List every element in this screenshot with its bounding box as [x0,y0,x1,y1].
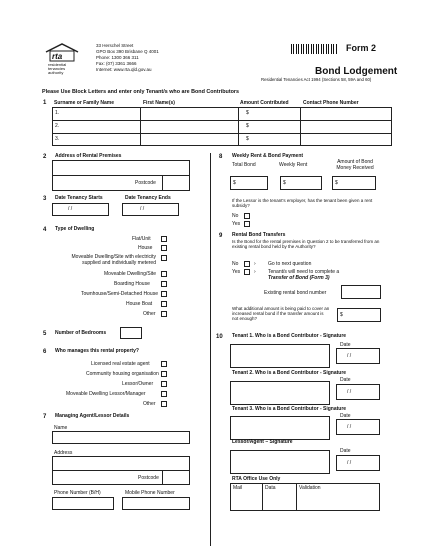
dwelling-boarding: Boarding House [114,281,150,287]
lessor-signature-field[interactable] [230,450,330,474]
table-row-3[interactable]: 3. [55,136,60,142]
tenant1-signature-label: Tenant 1. Who is a Bond Contributor - Signature [232,333,347,339]
employer-yes-label: Yes [232,221,241,227]
manager-other-checkbox[interactable] [161,401,167,407]
form-title: Bond Lodgement [315,66,398,77]
transfer-question: Is the Bond for the rental premises in Question 2 to be transferred from an existing rental bond held by the Authority? [232,239,380,250]
bond-received-field[interactable] [332,176,376,190]
section-4-number: 4 [43,227,47,233]
dwelling-house-checkbox[interactable] [161,245,167,251]
section-10-number: 10 [216,334,223,340]
need-complete-text: Tenant/s will need to complete a [268,269,340,275]
dwelling-flat: Flat/Unit [132,236,151,242]
logo-caption-1: residential [48,62,67,67]
manager-title: Who manages this rental property? [55,348,139,354]
dwelling-townhouse: Townhouse/Semi-Detached House [81,291,158,297]
section-6-number: 6 [43,349,47,355]
rta-logo [44,42,80,78]
dwelling-moveable-checkbox[interactable] [161,271,167,277]
tenant2-date-field[interactable] [336,384,380,400]
weekly-rent-label: Weekly Rent [279,162,308,168]
bedrooms-label: Number of Bedrooms [55,330,107,336]
section-1-number: 1 [43,100,47,106]
table-row-2[interactable]: 2. [55,123,60,129]
tenant3-date-sep: / / [347,424,352,430]
tenant2-date-sep: / / [347,389,352,395]
end-date-sep: / / [140,206,145,212]
lessor-date-label: Date [340,448,351,454]
office-col-data: Data [265,485,276,491]
arrow-right-icon-2: › [254,269,256,275]
rent-bond-title: Weekly Rent & Bond Payment [232,153,304,159]
agent-phone-label: Phone Number (B/H) [54,490,101,496]
amount-currency-1: $ [246,110,249,116]
lessor-date-sep: / / [347,460,352,466]
bond-received-currency: $ [335,180,338,186]
additional-amount-question: What additional amount is being paid to cover an increased rental bond if the transfer amount is not enough? [232,306,330,322]
manager-community-checkbox[interactable] [161,371,167,377]
agent-mobile-label: Mobile Phone Number [125,490,175,496]
dwelling-houseboat: House Boat [126,301,153,307]
rental-address-label: Address of Rental Premises [55,153,122,159]
tenant3-date-label: Date [340,413,351,419]
logo-letters: rta [52,52,63,61]
bedrooms-field[interactable] [120,327,142,339]
transfer-no-checkbox[interactable] [244,261,250,267]
lessor-date-field[interactable] [336,455,380,471]
dwelling-moveable-metered: Moveable Dwelling/Site with electricity supplied and individually metered [71,254,156,266]
instruction: Please Use Block Letters and enter only Tenant/s who are Bond Contributors [42,89,239,95]
dwelling-house: House [138,245,153,251]
logo-caption-3: authority [48,70,64,75]
manager-agent-checkbox[interactable] [161,361,167,367]
tenant3-date-field[interactable] [336,419,380,435]
form-number: Form 2 [346,43,377,53]
table-row-1[interactable]: 1. [55,110,60,116]
end-date-label: Date Tenancy Ends [125,195,171,201]
total-bond-label: Total Bond [232,162,256,168]
dwelling-title: Type of Dwelling [55,226,95,232]
agent-name-label: Name [54,425,68,431]
transfer-no-label: No [232,261,239,267]
col-first-name: First Name(s) [143,100,175,106]
agent-address-label: Address [54,450,73,456]
col-amount: Amount Contributed [240,100,289,106]
employer-yes-checkbox[interactable] [244,221,250,227]
manager-moveable: Moveable Dwelling Lessor/Manager [66,391,146,397]
section-5-number: 5 [43,331,47,337]
manager-lessor-checkbox[interactable] [161,381,167,387]
go-next-text: Go to next question [268,261,312,267]
office-use-label: RTA Office Use Only [232,476,281,482]
transfer-yes-checkbox[interactable] [244,269,250,275]
act-reference: Residential Tenancies Act 1994 (Sections 58, 59A and 60) [261,77,372,82]
dwelling-townhouse-checkbox[interactable] [161,291,167,297]
employer-no-checkbox[interactable] [244,213,250,219]
dwelling-boarding-checkbox[interactable] [161,281,167,287]
section-9-number: 9 [219,233,223,239]
address-line-4: Fax: (07) 3361 3666 [96,61,137,66]
employer-no-label: No [232,213,239,219]
section-8-number: 8 [219,154,223,160]
address-line-3: Phone: 1300 366 311 [96,55,139,60]
manager-community: Community housing organisation [86,371,159,377]
logo-caption-2: tenancies [48,66,66,71]
col-surname: Surname or Family Name [54,100,115,106]
office-col-mail: Mail [233,485,243,491]
lessor-signature-label: Lessor/Agent – Signature [232,439,293,445]
dwelling-other-checkbox[interactable] [161,311,167,317]
start-date-label: Date Tenancy Starts [55,195,103,201]
weekly-rent-field[interactable] [280,176,322,190]
employer-question: If the Lessor is the tenant's employer, has the tenant been given a rent subsidy? [232,198,373,209]
column-divider [210,153,211,546]
bond-received-label: Amount of Bond Money Received [336,159,374,171]
address-line-5: Internet: www.rta.qld.gov.au [96,67,152,72]
existing-bond-field[interactable] [341,285,381,299]
tenant1-date-label: Date [340,342,351,348]
existing-bond-label: Existing rental bond number [264,290,327,296]
dwelling-other: Other [143,311,156,317]
tenant1-date-field[interactable] [336,348,380,364]
tenant-table [52,107,392,146]
tenant1-signature-field[interactable] [230,344,330,368]
manager-lessor: Lessor/Owner [122,381,154,387]
section-2-number: 2 [43,154,47,160]
postcode-label: Postcode [135,180,156,186]
amount-currency-3: $ [246,136,249,142]
additional-amount-field[interactable] [337,308,381,322]
barcode [291,44,337,54]
manager-moveable-checkbox[interactable] [161,391,167,397]
end-date-field[interactable] [122,203,179,216]
dwelling-houseboat-checkbox[interactable] [161,301,167,307]
dwelling-moveable: Moveable Dwelling/Site [104,271,156,277]
agent-details-title: Managing Agent/Lessor Details [55,413,130,419]
office-col-validation: Validation [299,485,321,491]
start-date-sep: / / [68,206,73,212]
agent-postcode-label: Postcode [138,475,159,481]
address-line-1: 33 Herschel Street [96,43,134,48]
agent-name-field[interactable] [52,431,190,444]
tenant2-date-label: Date [340,377,351,383]
total-bond-currency: $ [233,180,236,186]
manager-agent: Licensed real estate agent [91,361,150,367]
section-7-number: 7 [43,414,47,420]
transfer-title: Rental Bond Transfers [232,232,286,238]
additional-currency: $ [340,312,343,318]
amount-currency-2: $ [246,123,249,129]
agent-phone-field[interactable] [52,497,114,510]
tenant3-signature-field[interactable] [230,416,330,440]
weekly-rent-currency: $ [283,180,286,186]
transfer-yes-label: Yes [232,269,241,275]
agent-mobile-field[interactable] [122,497,190,510]
dwelling-flat-checkbox[interactable] [161,236,167,242]
dwelling-moveable-metered-checkbox[interactable] [161,255,167,261]
address-line-2: GPO Box 390 Brisbane Q 4001 [96,49,159,54]
transfer-form-text: Transfer of Bond (Form 3) [268,275,330,281]
tenant3-signature-label: Tenant 3. Who is a Bond Contributor - Signature [232,406,347,412]
section-3-number: 3 [43,196,47,202]
tenant1-date-sep: / / [347,353,352,359]
col-phone: Contact Phone Number [303,100,359,106]
manager-other: Other [143,401,156,407]
tenant2-signature-label: Tenant 2. Who is a Bond Contributor - Signature [232,370,347,376]
arrow-right-icon-1: › [254,261,256,267]
start-date-field[interactable] [52,203,109,216]
tenant2-signature-field[interactable] [230,381,330,405]
